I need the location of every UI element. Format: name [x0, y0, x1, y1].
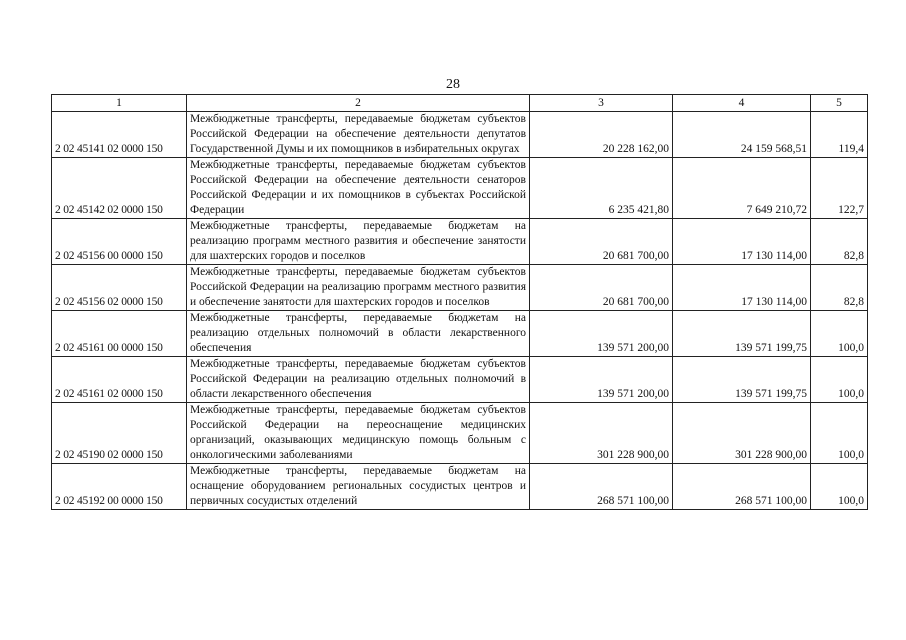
budget-code-cell: 2 02 45192 00 0000 150 [52, 464, 187, 510]
col3-amount-cell: 139 571 200,00 [530, 357, 673, 403]
col5-percent-cell: 100,0 [811, 403, 868, 464]
header-col-5: 5 [811, 95, 868, 112]
header-col-3: 3 [530, 95, 673, 112]
col5-percent-cell: 100,0 [811, 357, 868, 403]
col4-amount-cell: 7 649 210,72 [673, 158, 811, 219]
header-col-2: 2 [187, 95, 530, 112]
col3-amount-cell: 301 228 900,00 [530, 403, 673, 464]
description-cell: Межбюджетные трансферты, передаваемые бюджетам на реализацию программ местного развития и обеспечение занятости для шахтерских городов и поселков [187, 219, 530, 265]
col4-amount-cell: 268 571 100,00 [673, 464, 811, 510]
table-row [52, 219, 868, 265]
budget-code-cell: 2 02 45161 02 0000 150 [52, 357, 187, 403]
col4-amount-cell: 24 159 568,51 [673, 112, 811, 158]
col3-amount-cell: 20 681 700,00 [530, 265, 673, 311]
col3-amount-cell: 268 571 100,00 [530, 464, 673, 510]
col3-amount-cell: 20 681 700,00 [530, 219, 673, 265]
col4-amount-cell: 139 571 199,75 [673, 311, 811, 357]
page-number: 28 [446, 77, 460, 92]
header-col-4: 4 [673, 95, 811, 112]
budget-code-cell: 2 02 45142 02 0000 150 [52, 158, 187, 219]
header-col-1: 1 [52, 95, 187, 112]
col3-amount-cell: 139 571 200,00 [530, 311, 673, 357]
budget-code-cell: 2 02 45190 02 0000 150 [52, 403, 187, 464]
table-row [52, 403, 868, 464]
header-row [52, 95, 868, 112]
col3-amount-cell: 20 228 162,00 [530, 112, 673, 158]
description-cell: Межбюджетные трансферты, передаваемые бюджетам на оснащение оборудованием региональных сосудистых центров и первичных сосудистых отделений [187, 464, 530, 510]
col4-amount-cell: 17 130 114,00 [673, 219, 811, 265]
description-cell: Межбюджетные трансферты, передаваемые бюджетам субъектов Российской Федерации на переоснащение медицинских организаций, оказывающих медицинскую помощь больным с онкологическими заболеваниями [187, 403, 530, 464]
description-cell: Межбюджетные трансферты, передаваемые бюджетам субъектов Российской Федерации на реализацию программ местного развития и обеспечение занятости для шахтерских городов и поселков [187, 265, 530, 311]
description-cell: Межбюджетные трансферты, передаваемые бюджетам субъектов Российской Федерации на реализацию отдельных полномочий в области лекарственного обеспечения [187, 357, 530, 403]
col5-percent-cell: 100,0 [811, 464, 868, 510]
table-row [52, 357, 868, 403]
budget-code-cell: 2 02 45161 00 0000 150 [52, 311, 187, 357]
budget-code-cell: 2 02 45141 02 0000 150 [52, 112, 187, 158]
budget-code-cell: 2 02 45156 00 0000 150 [52, 219, 187, 265]
col4-amount-cell: 139 571 199,75 [673, 357, 811, 403]
col3-amount-cell: 6 235 421,80 [530, 158, 673, 219]
col5-percent-cell: 119,4 [811, 112, 868, 158]
table-row [52, 311, 868, 357]
table-row [52, 464, 868, 510]
col5-percent-cell: 82,8 [811, 265, 868, 311]
col4-amount-cell: 301 228 900,00 [673, 403, 811, 464]
description-cell: Межбюджетные трансферты, передаваемые бюджетам субъектов Российской Федерации на обеспечение деятельности сенаторов Российской Федерации и их помощников в субъектах Российской Федерации [187, 158, 530, 219]
table-row [52, 112, 868, 158]
col4-amount-cell: 17 130 114,00 [673, 265, 811, 311]
col5-percent-cell: 82,8 [811, 219, 868, 265]
col5-percent-cell: 122,7 [811, 158, 868, 219]
table-row [52, 265, 868, 311]
table-header [52, 95, 868, 112]
description-cell: Межбюджетные трансферты, передаваемые бюджетам на реализацию отдельных полномочий в области лекарственного обеспечения [187, 311, 530, 357]
budget-code-cell: 2 02 45156 02 0000 150 [52, 265, 187, 311]
table-body [52, 112, 868, 510]
table-row [52, 158, 868, 219]
col5-percent-cell: 100,0 [811, 311, 868, 357]
budget-table [51, 94, 868, 510]
description-cell: Межбюджетные трансферты, передаваемые бюджетам субъектов Российской Федерации на обеспечение деятельности депутатов Государственной Думы и их помощников в избирательных округах [187, 112, 530, 158]
